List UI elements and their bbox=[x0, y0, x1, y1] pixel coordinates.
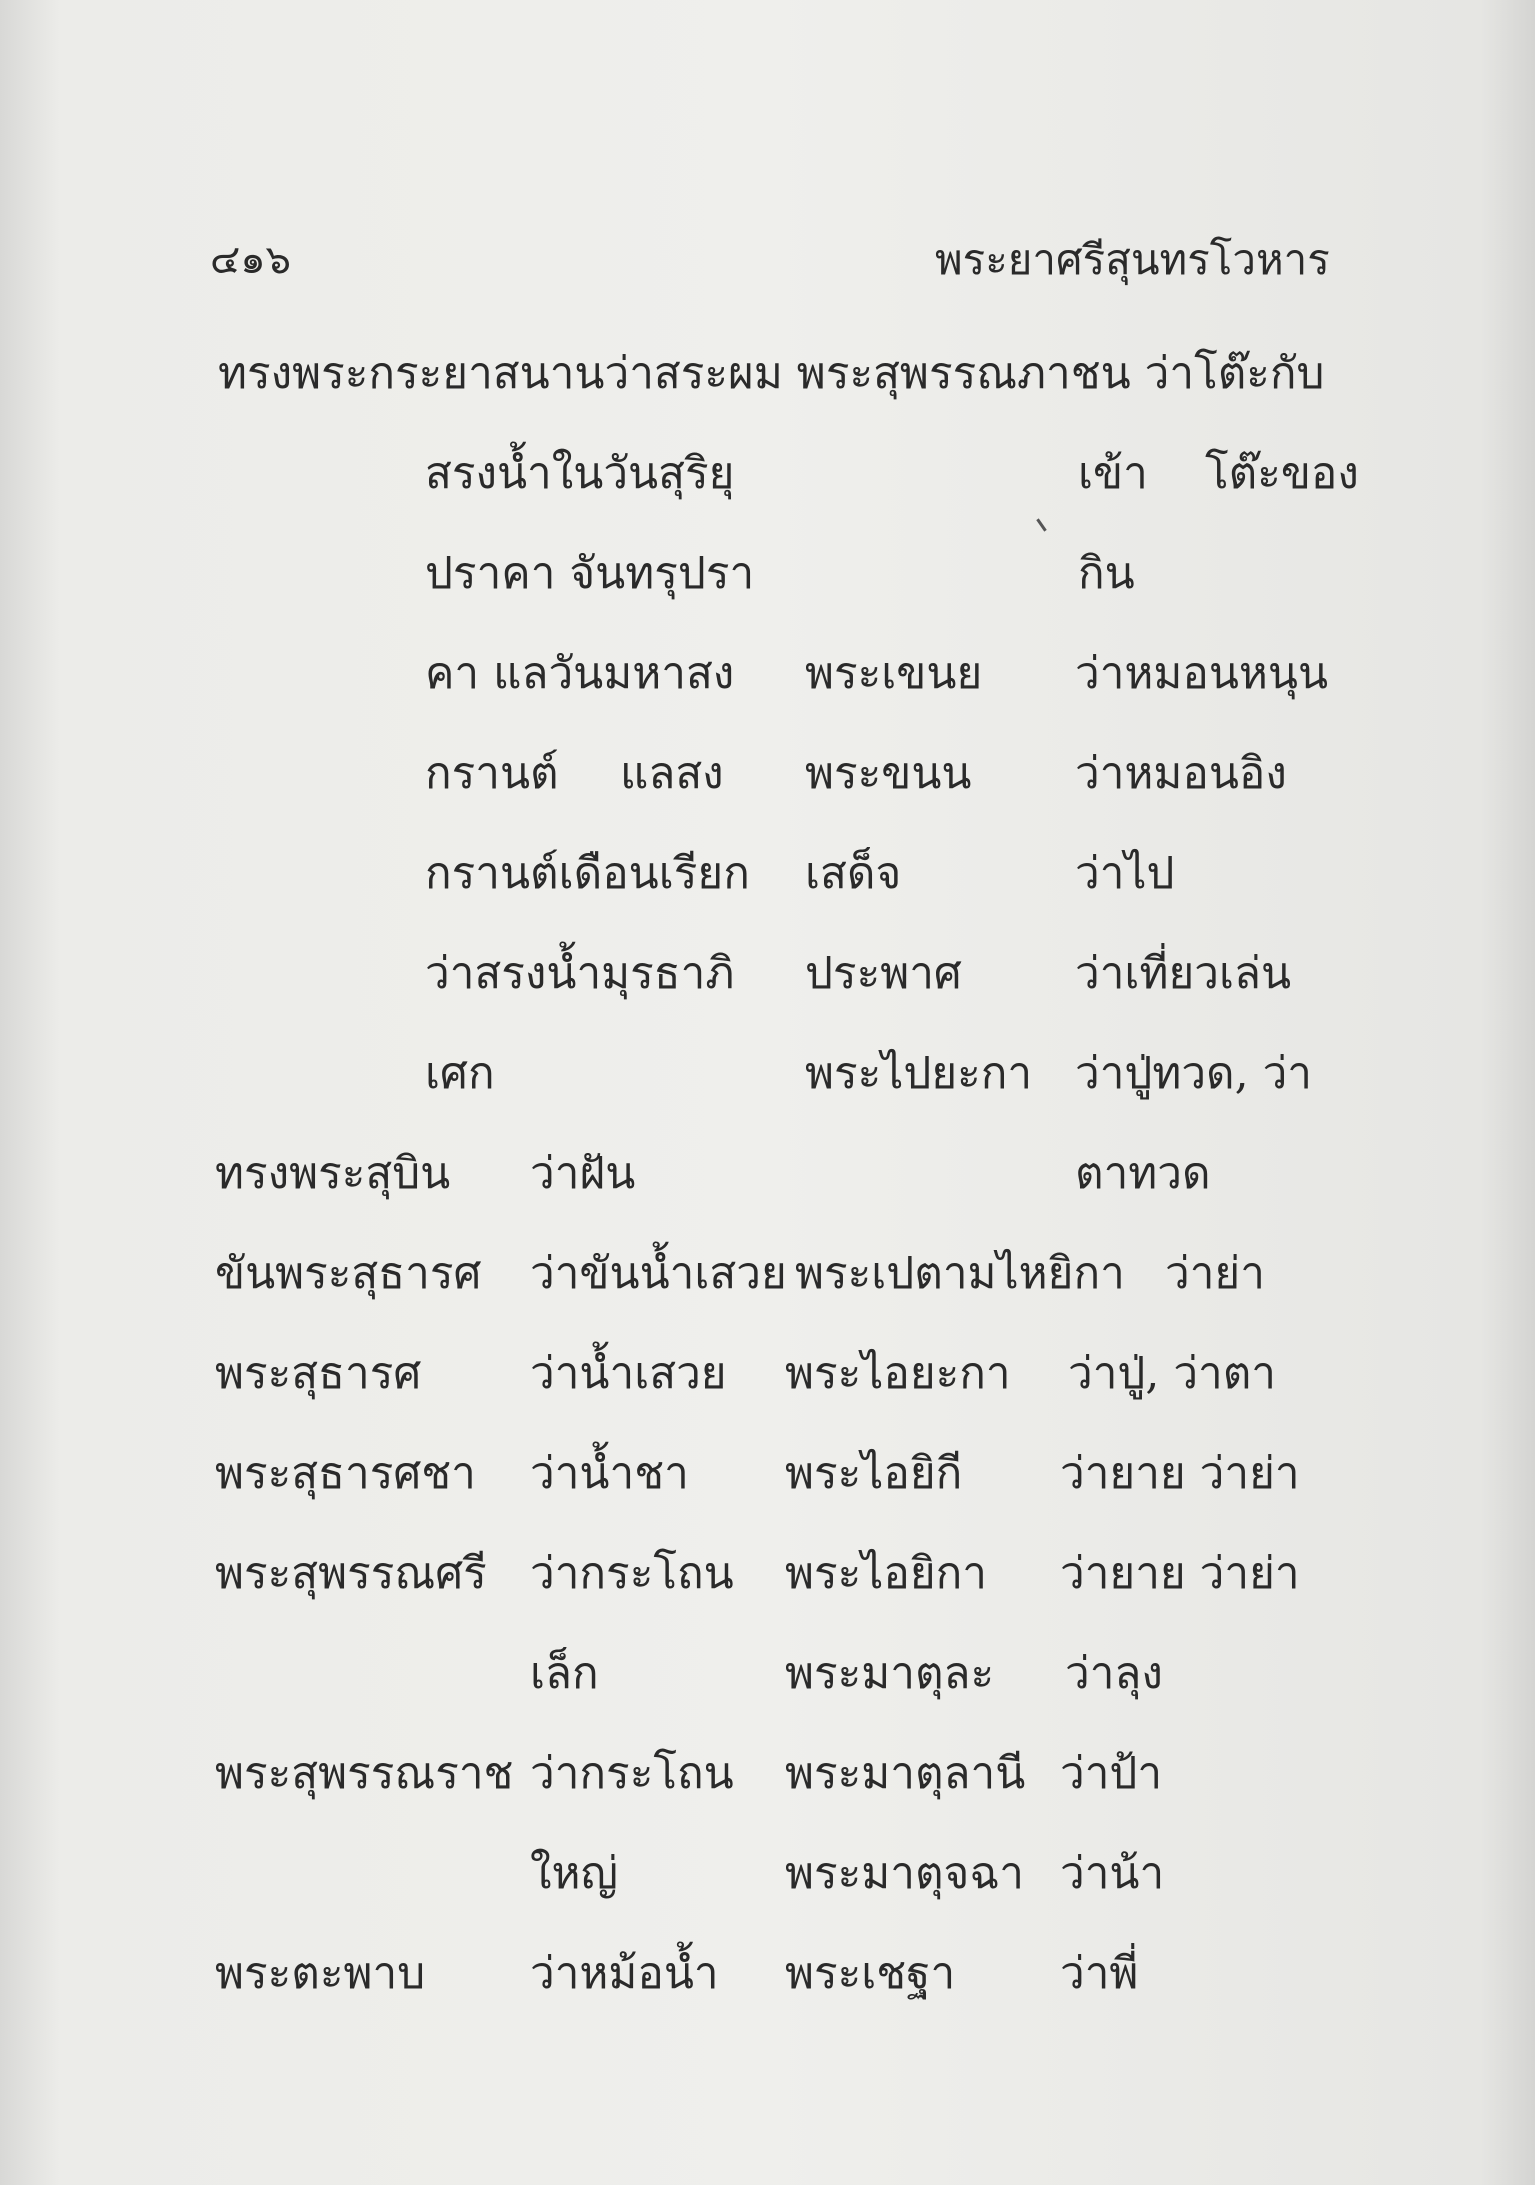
glossary-headword: พระสุพรรณศรี bbox=[215, 1548, 487, 1599]
glossary-definition: ว่าหม้อน้ำ bbox=[530, 1948, 719, 1999]
glossary-term: เศก bbox=[425, 1048, 495, 1099]
glossary-definition: ว่าเที่ยวเล่น bbox=[1075, 948, 1292, 999]
glossary-definition: ตาทวด bbox=[1075, 1148, 1211, 1199]
glossary-headword: พระมาตุจฉา bbox=[785, 1848, 1025, 1899]
glossary-headword: เข้า bbox=[1078, 448, 1148, 499]
glossary-term: ปราคา จันทรุปรา bbox=[425, 548, 755, 599]
glossary-definition: ว่าพี่ bbox=[1060, 1948, 1139, 1999]
glossary-definition: ใหญ่ bbox=[530, 1848, 618, 1899]
glossary-definition: ว่าฝัน bbox=[530, 1148, 636, 1199]
glossary-definition: ว่ากระโถน bbox=[530, 1748, 734, 1799]
glossary-term: คา แลวันมหาสง bbox=[425, 648, 735, 699]
glossary-definition: ว่าขันน้ำเสวย bbox=[530, 1248, 787, 1299]
glossary-headword: พระสุพรรณราช bbox=[215, 1748, 514, 1799]
glossary-term: แลสง bbox=[620, 748, 724, 799]
glossary-headword: ประพาศ bbox=[805, 948, 962, 999]
glossary-definition: ว่าหมอนอิง bbox=[1075, 748, 1287, 799]
glossary-definition: ว่าหมอนหนุน bbox=[1075, 648, 1329, 699]
glossary-definition: เล็ก bbox=[530, 1648, 599, 1699]
glossary-headword: เสด็จ bbox=[805, 848, 902, 899]
glossary-headword: พระเปตามไหยิกา bbox=[795, 1248, 1125, 1299]
glossary-definition: โต๊ะของ bbox=[1205, 448, 1359, 499]
glossary-headword: พระเขนย bbox=[805, 648, 983, 699]
glossary-definition: ว่าลุง bbox=[1065, 1648, 1163, 1699]
glossary-headword: พระมาตุละ bbox=[785, 1648, 995, 1699]
glossary-term: กรานต์เดือนเรียก bbox=[425, 848, 750, 899]
glossary-headword: พระสุธารศ bbox=[215, 1348, 422, 1399]
glossary-definition: ว่ากระโถน bbox=[530, 1548, 734, 1599]
glossary-term: สรงน้ำในวันสุริยุ bbox=[425, 448, 735, 499]
glossary-headword: พระไปยะกา bbox=[805, 1048, 1033, 1099]
glossary-headword: พระขนน bbox=[805, 748, 972, 799]
glossary-definition: กิน bbox=[1078, 548, 1135, 599]
glossary-term: กรานต์ bbox=[425, 748, 559, 799]
glossary-headword: ขันพระสุธารศ bbox=[215, 1248, 482, 1299]
glossary-definition: ว่าน้ำเสวย bbox=[530, 1348, 727, 1399]
glossary-definition: ว่าน้ำชา bbox=[530, 1448, 689, 1499]
glossary-headword: พระตะพาบ bbox=[215, 1948, 426, 1999]
glossary-headword: พระไอยะกา bbox=[785, 1348, 1011, 1399]
glossary-definition: ว่าย่า bbox=[1165, 1248, 1265, 1299]
glossary-headword: ทรงพระสุบิน bbox=[215, 1148, 451, 1199]
glossary-definition: ว่าน้า bbox=[1060, 1848, 1165, 1899]
glossary-definition: ว่าไป bbox=[1075, 848, 1175, 899]
glossary-definition: ว่าปู่ทวด, ว่า bbox=[1075, 1048, 1313, 1099]
glossary-definition: ว่าปู่, ว่าตา bbox=[1068, 1348, 1277, 1399]
glossary-definition: ว่ายาย ว่าย่า bbox=[1060, 1548, 1300, 1599]
glossary-definition: ว่าป้า bbox=[1060, 1748, 1163, 1799]
glossary-headword: พระไอยิกี bbox=[785, 1448, 963, 1499]
glossary-headword: พระสุธารศชา bbox=[215, 1448, 476, 1499]
glossary-headword: พระเชฐา bbox=[785, 1948, 956, 1999]
glossary-term: ว่าสรงน้ำมุรธาภิ bbox=[425, 948, 735, 999]
running-head: พระยาศรีสุนทรโวหาร bbox=[935, 235, 1330, 284]
glossary-definition: ว่ายาย ว่าย่า bbox=[1060, 1448, 1300, 1499]
page-number: ๔๑๖ bbox=[210, 237, 292, 283]
glossary-headword: พระมาตุลานี bbox=[785, 1748, 1026, 1799]
glossary-headword: พระไอยิกา bbox=[785, 1548, 987, 1599]
intro-line: ทรงพระกระยาสนานว่าสระผม พระสุพรรณภาชน ว่าโต๊ะกับ bbox=[218, 348, 1325, 399]
